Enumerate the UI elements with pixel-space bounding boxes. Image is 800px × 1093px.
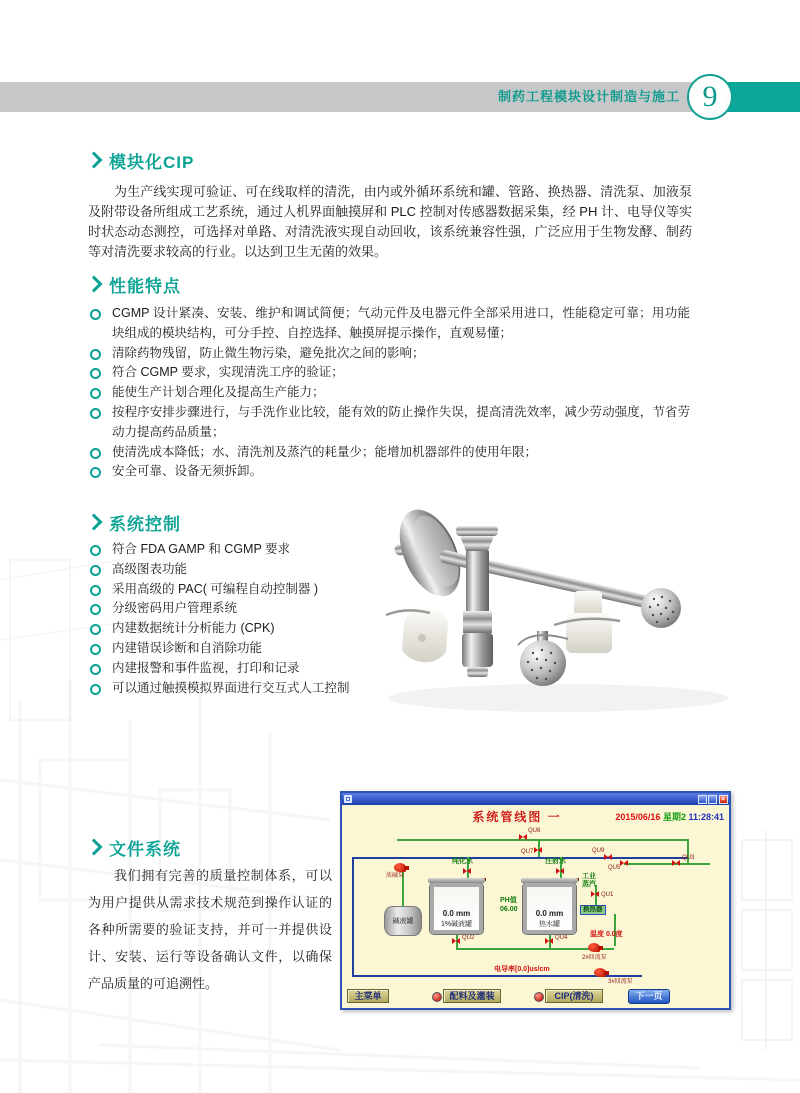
tank1-level-value: 0.0 mm [442, 909, 471, 918]
cip-paragraph: 为生产线实现可验证、可在线取样的清洗，由内或外循环系统和罐、管路、换热器、清洗泵、加液泵及附带设备所组成工艺系统，通过人机界面触摸屏和 PLC 控制对传感器数据采集，经 PH 计、电导仪等实时状态动态测控，可选择对单路、对清洗液实现自动回收，该系统兼容性强，广泛应用于生物发酵、制药等对清洗要求较高的行业。以达到卫生无菌的效果。 [88, 184, 692, 259]
valve-tag: QU4 [555, 935, 568, 941]
control-bullet-item [88, 580, 368, 600]
scada-weekday: 星期2 [662, 812, 686, 822]
alkali-tank-label: 碱液罐 [392, 918, 414, 925]
valve-tag: QU3 [682, 855, 695, 861]
valve-tag: QU2 [462, 935, 475, 941]
alkali-storage-tank [384, 906, 422, 936]
feature-text: 按程序安排步骤进行，与手洗作业比较，能有效的防止操作失误，提高清洗效率，减少劳动强度，节省劳动力提高药品质量； [112, 404, 690, 439]
tank-2 [523, 883, 576, 934]
pump-label: 浓碱泵 [386, 873, 405, 879]
control-bullet-item [88, 639, 368, 659]
scada-datetime [615, 810, 724, 823]
bullet-ring-icon [90, 368, 101, 379]
feature-bullet-item [88, 383, 690, 403]
control-text: 分级密码用户管理系统 [112, 601, 238, 616]
control-bullet-item [88, 560, 368, 580]
pump-icon [588, 943, 600, 952]
chevron-icon [86, 276, 103, 293]
value-ph: 06.00 [500, 906, 518, 913]
valve-icon [463, 868, 471, 874]
bullet-ring-icon [90, 604, 101, 615]
feature-text: CGMP 设计紧凑、安装、维护和调试简便；气动元件及电器元件全部采用进口，性能稳定可靠；用功能块组成的模块结构，可分手控、自控选择、触摸屏提示操作，直观易懂； [112, 306, 690, 340]
features-list [88, 304, 690, 482]
bullet-ring-icon [90, 565, 101, 576]
control-text: 高级图表功能 [112, 561, 188, 576]
valve-icon [620, 860, 628, 866]
spray-ball-equipment-photo [358, 493, 790, 733]
bullet-ring-icon [90, 309, 101, 320]
chevron-icon [86, 839, 103, 856]
feature-bullet-item [88, 304, 690, 344]
section-title-cip-label: 模块化CIP [109, 153, 195, 172]
close-button[interactable]: × [719, 795, 728, 804]
label-industrial-steam: 工业蒸汽 [582, 873, 596, 888]
label-purified-water: 纯化水 [452, 858, 473, 865]
bullet-ring-icon [90, 388, 101, 399]
section-title-features-label: 性能特点 [109, 277, 181, 296]
pump-icon [394, 863, 406, 872]
control-text: 采用高级的 PAC( 可编程自动控制器 ) [112, 581, 319, 596]
valve-tag: QU1 [601, 892, 614, 898]
minimize-button[interactable] [698, 795, 707, 804]
pipe-blue-left [352, 857, 354, 975]
main-menu-button[interactable]: 主菜单 [347, 989, 389, 1003]
bullet-ring-icon [90, 467, 101, 478]
tank1-name: 1%碱液罐 [440, 921, 473, 928]
pump-icon [594, 968, 606, 977]
bullet-ring-icon [90, 644, 101, 655]
docs-paragraph: 我们拥有完善的质量控制体系，可以为用户提供从需求技术规范到操作认证的各种所需要的验证支持，并可一并提供设计、安装、运行等设备确认文件，以确保产品质量的可追溯性。 [88, 868, 332, 991]
label-ph: PH值 [500, 897, 517, 904]
bullet-ring-icon [90, 349, 101, 360]
bullet-ring-icon [90, 585, 101, 596]
section-title-control-label: 系统控制 [109, 515, 181, 534]
control-text: 可以通过触摸模拟界面进行交互式人工控制 [112, 680, 350, 695]
control-text: 内建错误诊断和自消除功能 [112, 640, 263, 655]
valve-tag: QU8 [528, 828, 541, 834]
page-number-badge [687, 74, 733, 120]
control-text: 内建数据统计分析能力 (CPK) [112, 621, 275, 636]
control-bullet-item [88, 619, 368, 639]
scada-date: 2015/06/16 [615, 812, 661, 822]
section-title-docs [88, 835, 181, 860]
pipe-green-top [397, 839, 687, 841]
bullet-ring-icon [90, 545, 101, 556]
valve-tag: QU9 [592, 848, 605, 854]
feature-text: 清除药物残留，防止微生物污染，避免批次之间的影响； [112, 345, 425, 360]
header-title: 制药工程模块设计制造与施工 [497, 89, 680, 104]
control-bullet-item [88, 659, 368, 679]
valve-icon [591, 891, 599, 897]
label-injection-water: 注射水 [545, 858, 566, 865]
tank-1 [430, 883, 483, 934]
chevron-icon [86, 514, 103, 531]
feature-bullet-item [88, 363, 690, 383]
valve-icon [519, 834, 527, 840]
window-icon [344, 795, 352, 803]
chevron-icon [86, 152, 103, 169]
valve-icon [452, 938, 460, 944]
label-temperature: 温度 0.0度 [590, 931, 623, 938]
section-title-control [88, 510, 181, 535]
feature-text: 安全可靠、设备无须拆卸。 [112, 464, 263, 479]
feature-text: 符合 CGMP 要求，实现清洗工序的验证； [112, 365, 344, 380]
pipe-green-hx-down [614, 914, 616, 946]
feature-text: 能使生产计划合理化及提高生产能力； [112, 385, 325, 400]
control-list [88, 540, 368, 698]
cip-button[interactable]: CIP(清洗) [545, 989, 603, 1003]
pump-label: 2#回流泵 [582, 955, 607, 961]
valve-icon [604, 854, 612, 860]
control-bullet-item [88, 679, 368, 699]
page-number: 9 [702, 80, 718, 113]
tank2-level-value: 0.0 mm [535, 909, 564, 918]
valve-icon [556, 868, 564, 874]
valve-icon [545, 938, 553, 944]
feature-bullet-item [88, 403, 690, 443]
control-text: 内建报警和事件监视，打印和记录 [112, 660, 300, 675]
bullet-ring-icon [90, 448, 101, 459]
led-indicator [534, 992, 544, 1002]
led-indicator [432, 992, 442, 1002]
pipe-green-branch [624, 863, 710, 865]
section-title-docs-label: 文件系统 [109, 840, 181, 859]
feature-bullet-item [88, 443, 690, 463]
control-bullet-item [88, 540, 368, 560]
section-title-features [88, 272, 181, 297]
valve-icon [534, 847, 542, 853]
next-page-button[interactable]: 下一页 [628, 989, 670, 1004]
scada-window [340, 791, 731, 1010]
valve-icon [672, 860, 680, 866]
feature-text: 使清洗成本降低；水、清洗剂及蒸汽的耗量少；能增加机器部件的使用年限； [112, 444, 538, 459]
scada-time: 11:28:41 [688, 812, 724, 822]
bullet-ring-icon [90, 664, 101, 675]
feature-bullet-item [88, 344, 690, 364]
scada-titlebar [342, 793, 729, 805]
bullet-ring-icon [90, 624, 101, 635]
batching-button[interactable]: 配料及灌装 [443, 989, 501, 1003]
tank2-name: 热水罐 [539, 921, 560, 928]
scada-screen-title: 系统管线图 一 [472, 810, 562, 824]
bullet-ring-icon [90, 408, 101, 419]
bullet-ring-icon [90, 684, 101, 695]
label-conductivity: 电导率[0.0]us/cm [494, 966, 550, 973]
valve-tag: QU7 [521, 849, 534, 855]
heat-exchanger-box: 换热器 [580, 905, 606, 915]
feature-bullet-item [88, 462, 690, 482]
control-bullet-item [88, 599, 368, 619]
pipe-blue-top [352, 857, 687, 859]
valve-tag: QU5 [608, 865, 621, 871]
scada-screen [342, 805, 729, 1008]
section-title-cip [88, 148, 194, 173]
pump-label: 3#回流泵 [608, 979, 633, 985]
control-text: 符合 FDA GAMP 和 CGMP 要求 [112, 542, 291, 556]
restore-button[interactable] [708, 795, 717, 804]
